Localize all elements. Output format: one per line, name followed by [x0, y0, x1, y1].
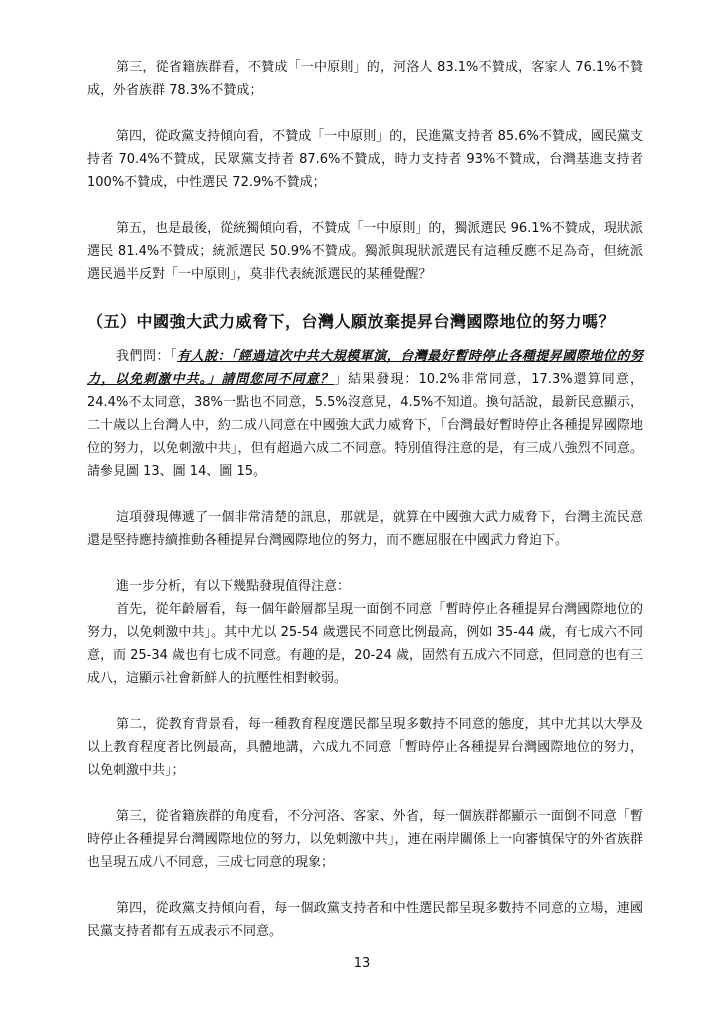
paragraph-finding: 這項發現傳遞了一個非常清楚的訊息，那就是，就算在中國強大武力威脅下，台灣主流民意還是堅持應持續推動各種提昇台灣國際地位的努力，而不應屈服在中國武力脅迫下。 — [87, 510, 643, 548]
survey-question-text: 有人說：「經過這次中共大規模軍演，台灣最好暫時停止各種提昇國際地位的努力，以免刺激中共。」請問您同不同意？ — [87, 349, 643, 387]
page-number: 13 — [353, 956, 371, 971]
paragraph-ethnic-group: 第三，從省籍族群看，不贊成「一中原則」的，河洛人 83.1%不贊成，客家人 76.1%不贊成，外省族群 78.3%不贊成； — [87, 60, 643, 98]
paragraph-further-analysis-intro: 進一步分析，有以下幾點發現值得注意： — [116, 579, 351, 594]
paragraph-education-analysis: 第二，從教育背景看，每一種教育程度選民都呈現多數持不同意的態度，其中尤其以大學及以上教育程度者比例最高，具體地講，六成九不同意「暫時停止各種提昇台灣國際地位的努力，以免刺激中共」； — [87, 717, 643, 778]
page-content — [87, 56, 643, 943]
paragraph-party-support: 第四，從政黨支持傾向看，不贊成「一中原則」的，民進黨支持者 85.6%不贊成，國民黨支持者 70.4%不贊成，民眾黨支持者 87.6%不贊成，時力支持者 93%不贊成，台灣基進支持者 100%不贊成，中性選民 72.9%不贊成； — [87, 129, 643, 190]
section-heading: （五）中國強大武力威脅下，台灣人願放棄提昇台灣國際地位的努力嗎？ — [87, 312, 616, 331]
question-prefix: 我們問：「 — [116, 349, 178, 364]
paragraph-ethnic-analysis: 第三，從省籍族群的角度看，不分河洛、客家、外省，每一個族群都顯示一面倒不同意「暫時停止各種提昇台灣國際地位的努力，以免刺激中共」，連在兩岸關係上一向審慎保守的外省族群也呈現五成八不同意，三成七同意的現象； — [87, 809, 643, 870]
paragraph-age-analysis: 首先，從年齡層看，每一個年齡層都呈現一面倒不同意「暫時停止各種提昇台灣國際地位的努力，以免刺激中共」。其中尤以 25-54 歲選民不同意比例最高，例如 35-44 歲，有七成六不同意，而 25-34 歲也有七成不同意。有趣的是，20-24 歲，固然有五成六不同意，但同意的也有三成八，這顯示社會新鮮人的抗壓性相對較弱。 — [87, 602, 643, 686]
paragraph-unification-independence: 第五，也是最後，從統獨傾向看，不贊成「一中原則」的，獨派選民 96.1%不贊成，現狀派選民 81.4%不贊成；統派選民 50.9%不贊成。獨派與現狀派選民有這種反應不足為奇，但統派選民過半反對「一中原則」，莫非代表統派選民的某種覺醒？ — [87, 221, 643, 282]
paragraph-survey-question — [87, 345, 643, 483]
question-results: 」結果發現：10.2%非常同意，17.3%還算同意，24.4%不太同意，38%一點也不同意，5.5%沒意見，4.5%不知道。換句話說，最新民意顯示，二十歲以上台灣人中，約二成八同意在中國強大武力威脅下，「台灣最好暫時停止各種提昇國際地位的努力，以免刺激中共」，但有超過六成二不同意。特別值得注意的是，有三成八強烈不同意。請參見圖 13、圖 14、圖 15。 — [87, 372, 643, 479]
paragraph-party-analysis: 第四，從政黨支持傾向看，每一個政黨支持者和中性選民都呈現多數持不同意的立場，連國民黨支持者都有五成表示不同意。 — [87, 901, 643, 939]
